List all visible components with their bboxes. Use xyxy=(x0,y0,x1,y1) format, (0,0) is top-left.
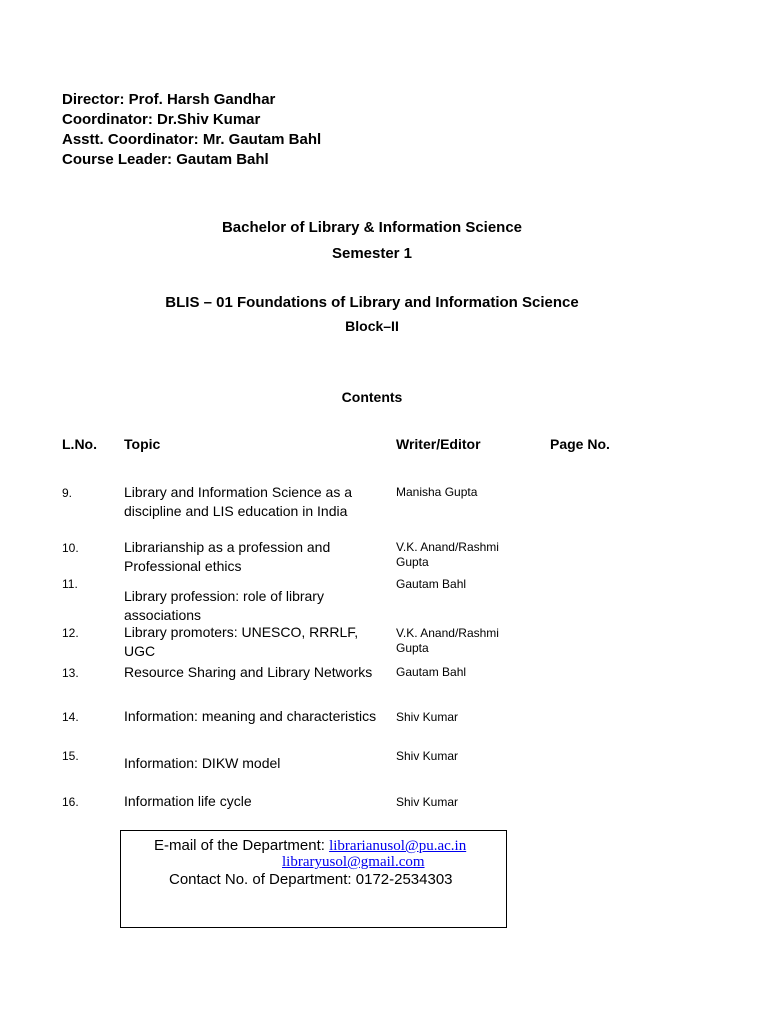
row-topic: Information life cycle xyxy=(124,793,252,809)
row-topic: Library and Information Science as a discipline and LIS education in India xyxy=(124,484,353,519)
email-link-secondary[interactable]: libraryusol@gmail.com xyxy=(282,854,425,870)
row-writer: V.K. Anand/Rashmi Gupta xyxy=(396,626,499,655)
row-topic: Library profession: role of library associations xyxy=(124,588,324,623)
row-topic: Information: DIKW model xyxy=(124,755,281,771)
block-title: Block–II xyxy=(345,318,399,334)
row-topic: Library promoters: UNESCO, RRRLF, UGC xyxy=(124,624,359,659)
staff-block xyxy=(62,90,321,170)
header-topic: Topic xyxy=(124,436,161,452)
phone-line: Contact No. of Department: 0172-2534303 xyxy=(169,871,453,888)
asst-coordinator-line: Asstt. Coordinator: Mr. Gautam Bahl xyxy=(62,131,322,148)
semester-title: Semester 1 xyxy=(331,245,413,262)
course-leader-line: Course Leader: Gautam Bahl xyxy=(62,151,269,168)
row-lno: 11. xyxy=(62,577,78,591)
coordinator-line: Coordinator: Dr.Shiv Kumar xyxy=(62,111,261,128)
row-lno: 13. xyxy=(62,666,79,680)
row-lno: 15. xyxy=(62,749,79,763)
header-lno: L.No. xyxy=(62,436,97,452)
row-lno: 14. xyxy=(62,710,79,724)
header-page: Page No. xyxy=(550,436,610,452)
row-topic: Librarianship as a profession and Professional ethics xyxy=(124,539,331,574)
row-topic: Information: meaning and characteristics xyxy=(124,708,377,724)
row-lno: 12. xyxy=(62,626,79,640)
row-lno: 9. xyxy=(62,486,73,500)
email-link-primary[interactable]: librarianusol@pu.ac.in xyxy=(329,838,467,854)
header-writer: Writer/Editor xyxy=(396,436,481,452)
row-writer: Shiv Kumar xyxy=(396,710,459,724)
row-writer: Shiv Kumar xyxy=(396,749,459,763)
row-topic: Resource Sharing and Library Networks xyxy=(124,664,373,680)
contents-heading: Contents xyxy=(341,389,403,405)
course-title: BLIS – 01 Foundations of Library and Information Science xyxy=(165,294,579,311)
contact-box xyxy=(120,830,507,928)
email-label: E-mail of the Department: xyxy=(154,837,330,854)
row-writer: Manisha Gupta xyxy=(396,485,478,499)
email-line xyxy=(154,837,466,855)
row-writer: V.K. Anand/Rashmi Gupta xyxy=(396,540,499,569)
row-writer: Gautam Bahl xyxy=(396,577,467,591)
degree-title: Bachelor of Library & Information Science xyxy=(221,219,523,236)
row-writer: Gautam Bahl xyxy=(396,665,467,679)
row-lno: 10. xyxy=(62,541,79,555)
row-lno: 16. xyxy=(62,795,79,809)
row-writer: Shiv Kumar xyxy=(396,795,459,809)
director-line: Director: Prof. Harsh Gandhar xyxy=(62,91,276,108)
